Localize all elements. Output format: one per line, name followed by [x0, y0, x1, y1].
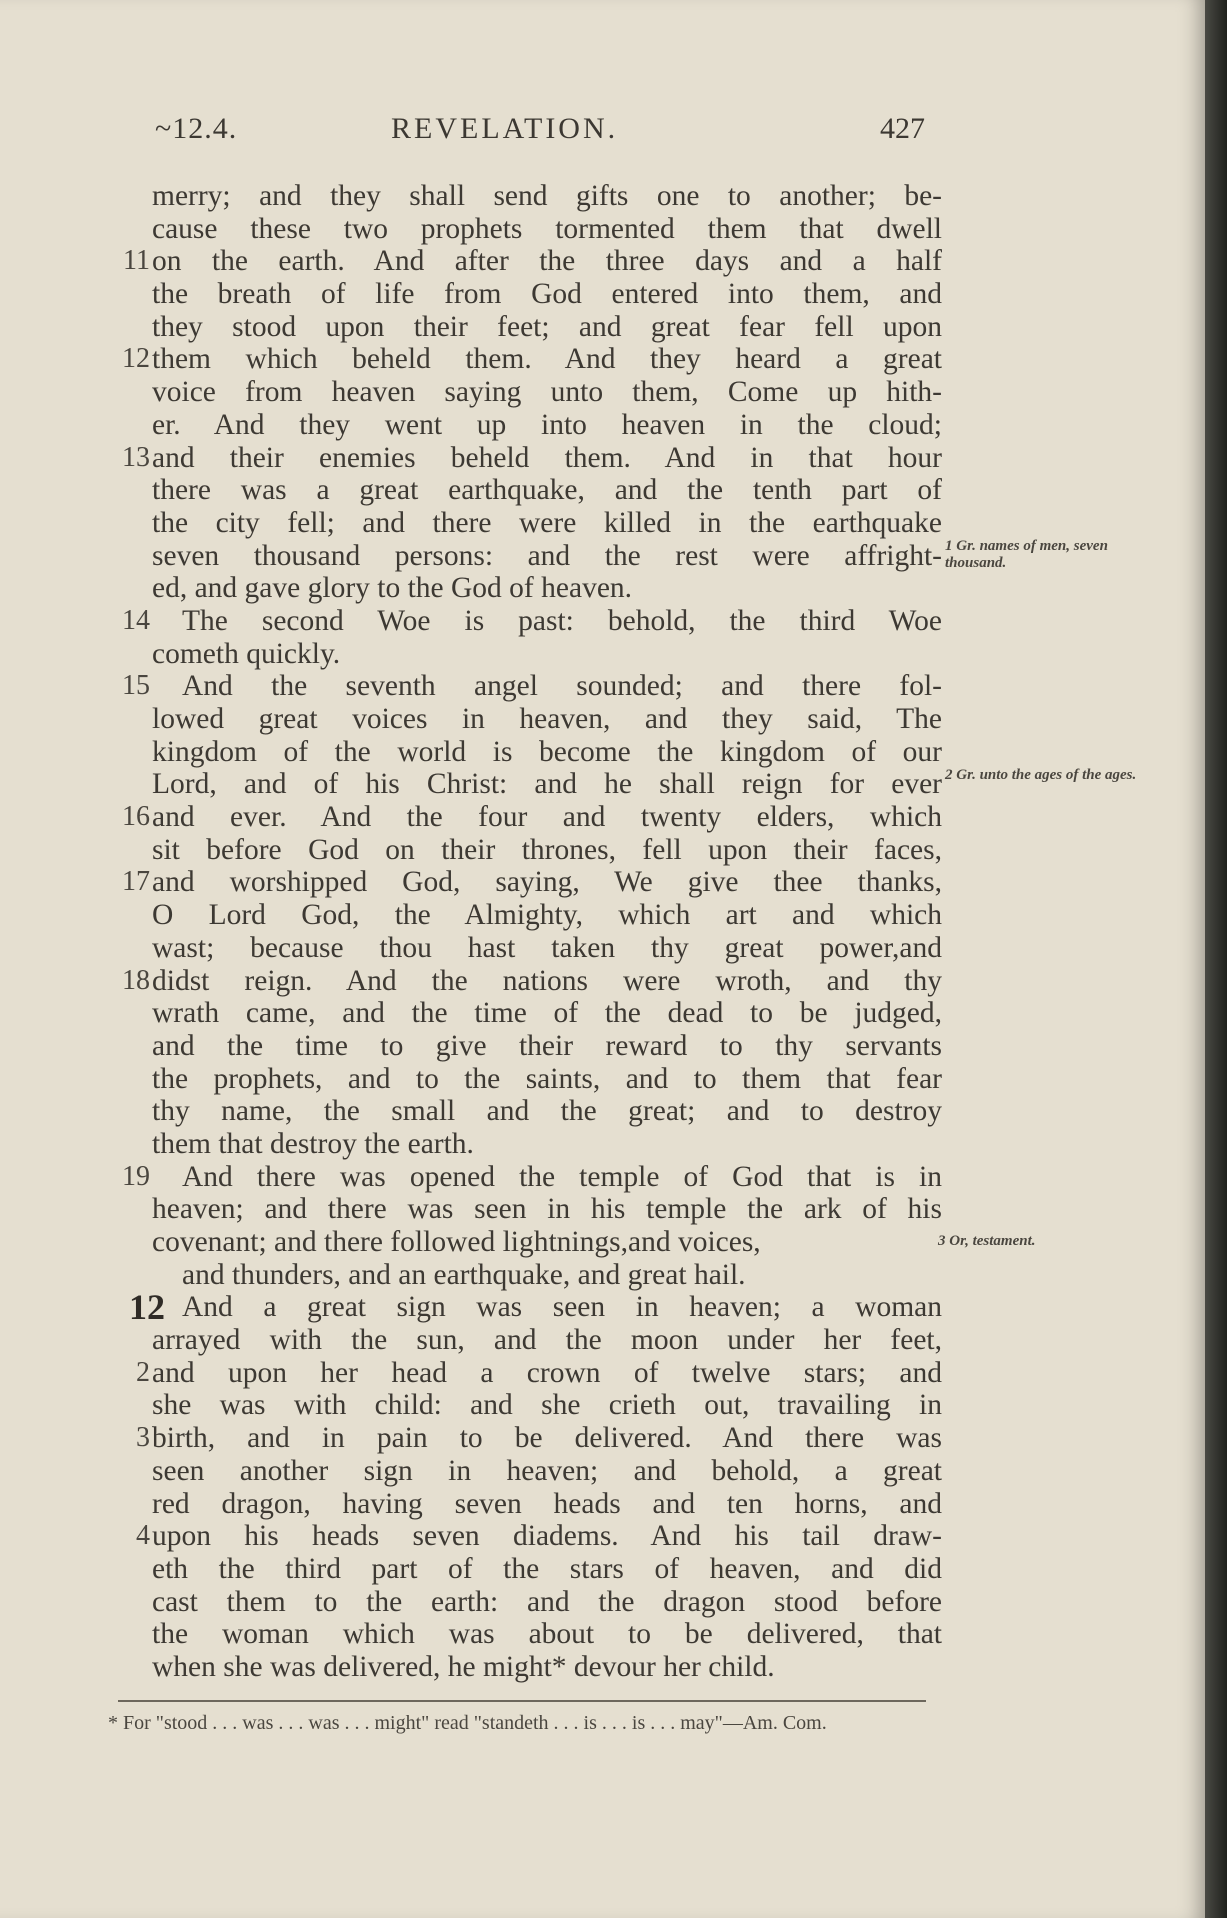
- text-line: [110, 866, 940, 899]
- line-text: seven thousand persons: and the rest were affright-: [152, 539, 942, 572]
- verse-number: 18: [122, 964, 150, 996]
- margin-note-3: 3 Or, testament.: [938, 1233, 1036, 1249]
- line-text: on the earth. And after the three days and a half: [152, 245, 942, 278]
- line-text: And there was opened the temple of God that is in: [182, 1160, 942, 1193]
- text-line: [110, 997, 940, 1030]
- book-edge: [1205, 0, 1227, 1918]
- text-line: [110, 834, 940, 867]
- line-text: and ever. And the four and twenty elders, which: [152, 801, 942, 834]
- line-text: when she was delivered, he might* devour her child.: [152, 1650, 775, 1683]
- text-line: [110, 1488, 940, 1521]
- chapter-number: 12: [129, 1287, 165, 1328]
- text-line: [110, 1422, 940, 1455]
- verse-number: 16: [122, 801, 150, 833]
- line-text: voice from heaven saying unto them, Come up hith-: [152, 376, 942, 409]
- footnote: * For "stood . . . was . . . was . . . might" read "standeth . . . is . . . is . . . may"—Am. Com.: [108, 1712, 827, 1734]
- line-text: lowed great voices in heaven, and they said, The: [152, 703, 942, 735]
- running-head-title: REVELATION.: [391, 112, 619, 145]
- text-line: [110, 1226, 940, 1259]
- text-line: [110, 1389, 940, 1422]
- line-text: O Lord God, the Almighty, which art and which: [152, 899, 942, 932]
- line-text: and worshipped God, saying, We give thee thanks,: [152, 866, 942, 899]
- line-text: cast them to the earth: and the dragon stood before: [152, 1585, 942, 1618]
- verse-number: 17: [122, 866, 150, 898]
- line-text: thy name, the small and the great; and to destroy: [152, 1095, 942, 1128]
- text-line: [110, 605, 940, 638]
- text-line: [110, 932, 940, 965]
- line-text: heaven; and there was seen in his temple the ark of his: [152, 1193, 942, 1226]
- line-text: and the time to give their reward to thy servants: [152, 1029, 942, 1062]
- line-text: covenant; and there followed lightnings,and voices,: [152, 1226, 761, 1258]
- text-line: [110, 1259, 940, 1292]
- text-line: [110, 180, 940, 213]
- text-line: [110, 899, 940, 932]
- footnote-rule: [118, 1700, 926, 1702]
- text-line: [110, 409, 940, 442]
- text-line: [110, 1586, 940, 1619]
- text-line: [110, 768, 940, 801]
- line-text: red dragon, having seven heads and ten horns, and: [152, 1487, 942, 1520]
- text-line: [110, 1618, 940, 1651]
- text-line: [110, 801, 940, 834]
- text-line: [110, 572, 940, 605]
- line-text: The second Woe is past: behold, the third Woe: [182, 604, 942, 637]
- margin-note-2: 2 Gr. unto the ages of the ages.: [945, 767, 1137, 783]
- line-text: cause these two prophets tormented them that dwell: [152, 212, 942, 245]
- line-text: and upon her head a crown of twelve stars; and: [152, 1356, 942, 1389]
- line-text: ed, and gave glory to the God of heaven.: [152, 572, 633, 605]
- line-text: she was with child: and she crieth out, travailing in: [152, 1389, 942, 1422]
- verse-number: 12: [122, 343, 150, 375]
- line-text: And a great sign was seen in heaven; a woman: [182, 1291, 942, 1324]
- text-line: [110, 703, 940, 736]
- line-text: wrath came, and the time of the dead to be judged,: [152, 997, 942, 1030]
- line-text: the woman which was about to be delivered, that: [152, 1618, 942, 1651]
- line-text: upon his heads seven diadems. And his tail draw-: [152, 1520, 942, 1553]
- line-text: arrayed with the sun, and the moon under her feet,: [152, 1324, 942, 1357]
- body-text: [110, 180, 940, 1684]
- verse-number: 3: [136, 1422, 150, 1454]
- verse-number: 14: [122, 604, 150, 636]
- line-text: them which beheld them. And they heard a great: [152, 343, 942, 376]
- verse-number: 19: [122, 1160, 150, 1192]
- line-text: kingdom of the world is become the kingdom of our: [152, 735, 942, 768]
- text-line: [110, 670, 940, 703]
- line-text: cometh quickly.: [152, 637, 341, 670]
- text-line: [110, 442, 940, 475]
- line-text: eth the third part of the stars of heaven, and did: [152, 1552, 942, 1585]
- text-line: [110, 638, 940, 671]
- text-line: [110, 1357, 940, 1390]
- text-line: [110, 1455, 940, 1488]
- text-line: [110, 1063, 940, 1096]
- verse-number: 4: [136, 1520, 150, 1552]
- line-text: sit before God on their thrones, fell upon their faces,: [152, 833, 942, 866]
- verse-number: 2: [136, 1356, 150, 1388]
- text-line: [110, 343, 940, 376]
- text-line: [110, 1128, 940, 1161]
- text-line: [110, 540, 940, 573]
- running-head-reference: ~12.4.: [155, 112, 238, 145]
- line-text: the prophets, and to the saints, and to them that fear: [152, 1062, 942, 1095]
- text-line: [110, 965, 940, 998]
- verse-number: 13: [122, 441, 150, 473]
- line-text: the city fell; and there were killed in the earthquake: [152, 506, 942, 539]
- text-line: [110, 311, 940, 344]
- line-text: didst reign. And the nations were wroth, and thy: [152, 964, 942, 997]
- line-text: merry; and they shall send gifts one to another; be-: [152, 180, 942, 212]
- text-line: [110, 1193, 940, 1226]
- text-line: [110, 376, 940, 409]
- line-text: seen another sign in heaven; and behold, a great: [152, 1454, 942, 1487]
- line-text: birth, and in pain to be delivered. And there was: [152, 1422, 942, 1455]
- text-line: [110, 507, 940, 540]
- line-text: er. And they went up into heaven in the cloud;: [152, 408, 942, 441]
- text-line: [110, 278, 940, 311]
- line-text: they stood upon their feet; and great fear fell upon: [152, 310, 942, 343]
- text-line: [110, 1095, 940, 1128]
- verse-number: 15: [122, 670, 150, 702]
- verse-number: 11: [123, 245, 150, 277]
- text-line: [110, 1287, 942, 1328]
- line-text: and their enemies beheld them. And in that hour: [152, 441, 942, 474]
- text-line: [110, 1030, 940, 1063]
- line-text: And the seventh angel sounded; and there fol-: [182, 670, 942, 703]
- text-line: [110, 1553, 940, 1586]
- margin-note-1: 1 Gr. names of men, seven thousand.: [945, 538, 1108, 571]
- text-line: [110, 1651, 940, 1684]
- line-text: there was a great earthquake, and the tenth part of: [152, 474, 942, 507]
- line-text: Lord, and of his Christ: and he shall reign for ever: [152, 768, 942, 801]
- text-line: [110, 736, 940, 769]
- text-line: [110, 1520, 940, 1553]
- line-text: the breath of life from God entered into them, and: [152, 278, 942, 311]
- text-line: [110, 1161, 940, 1194]
- text-line: [110, 213, 940, 246]
- line-text: wast; because thou hast taken thy great power,and: [152, 931, 942, 964]
- text-line: [110, 474, 940, 507]
- page-number: 427: [880, 112, 925, 145]
- text-line: [110, 1324, 940, 1357]
- text-line: [110, 245, 940, 278]
- line-text: them that destroy the earth.: [152, 1127, 474, 1160]
- line-text: and thunders, and an earthquake, and great hail.: [182, 1258, 746, 1291]
